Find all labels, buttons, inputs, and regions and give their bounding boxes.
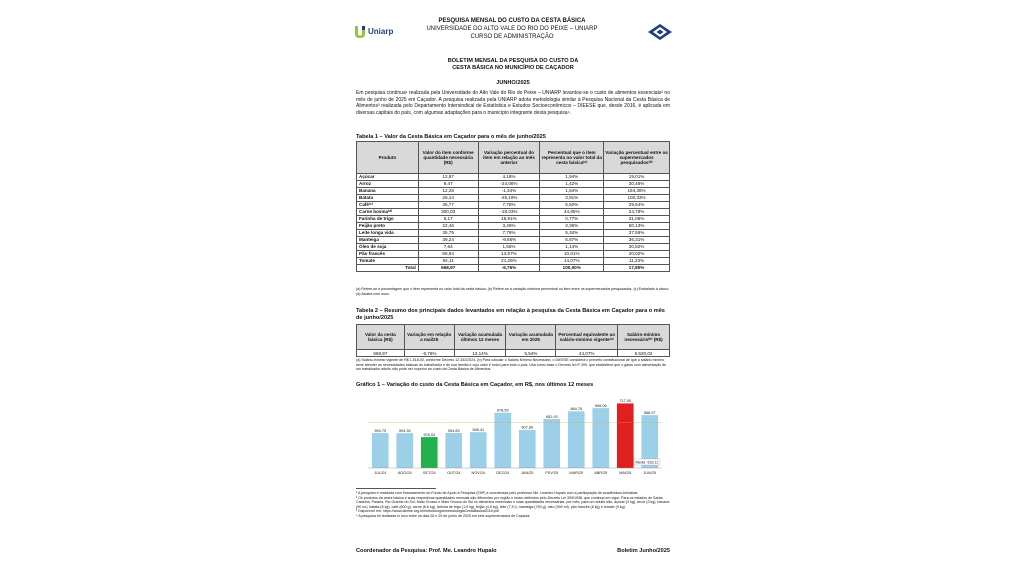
- table1-cell-var-super: 24,78%: [604, 209, 670, 216]
- table1-cell-var-mes: 1,55%: [478, 244, 540, 251]
- bulletin-page: [352, 14, 674, 566]
- chart-value-label: 594,83: [447, 428, 460, 433]
- table1-cell-var-mes: -9,65%: [478, 237, 540, 244]
- uniarp-logo-text: Uniarp: [368, 27, 394, 36]
- chart-mean-label: Média: [635, 460, 646, 465]
- table1-cell-produto: Manteiga: [357, 237, 419, 244]
- table1-header-produto: Produto: [357, 142, 419, 174]
- chart-category-label: MAR/25: [569, 471, 584, 475]
- table2-cell-var-12m: 13,14%: [454, 350, 506, 357]
- uniarp-logo: [354, 25, 402, 41]
- chart-bar: [519, 430, 536, 468]
- table1-row: [357, 181, 670, 188]
- chart-category-label: DEZ/24: [496, 471, 510, 475]
- table1-row: [357, 230, 670, 237]
- table2-header-var-12m: Variação acumulada últimos 12 meses: [454, 325, 506, 350]
- chart-title: Gráfico 1 – Variação do custo da Cesta Básica em Caçador, em R$, nos últimos 12 meses: [356, 382, 594, 388]
- table1-total-valor: 668,97: [418, 265, 478, 272]
- table1-cell-var-mes: 7,75%: [478, 202, 540, 209]
- table1-total-var-mes: -6,76%: [478, 265, 540, 272]
- bulletin-title-line-2: CESTA BÁSICA NO MUNICÍPIO DE CAÇADOR: [452, 65, 574, 71]
- header-line-2: UNIVERSIDADE DO ALTO VALE DO RIO DO PEIXE – UNIARP: [426, 26, 598, 32]
- table1-cell-produto: Batata: [357, 195, 419, 202]
- chart-bar: [543, 419, 560, 468]
- chart-category-label: JUL/24: [374, 471, 387, 475]
- table1-cell-var-super: 31,06%: [604, 216, 670, 223]
- table1-cell-valor: 39,24: [418, 237, 478, 244]
- signature-coordinator: Coordenador da Pesquisa: Prof. Me. Leandro Hupalo: [356, 548, 497, 554]
- table1-cell-valor: 66,94: [418, 251, 478, 258]
- table1-cell-valor: 26,14: [418, 195, 478, 202]
- table1-cell-var-super: 50,13%: [604, 223, 670, 230]
- chart-bar: [592, 408, 609, 468]
- signature-line: [356, 548, 670, 554]
- header-titles: [402, 17, 622, 41]
- chart-bar: [617, 403, 634, 468]
- table2-header-var-2025: Variação acumulada em 2025: [506, 325, 556, 350]
- table1-cell-var-mes: -25,19%: [478, 195, 540, 202]
- chart-bar: [372, 433, 389, 468]
- chart-value-label: 698,06: [594, 403, 607, 408]
- bulletin-title: [392, 58, 634, 72]
- chart-bar: [396, 433, 413, 468]
- table1-cell-valor: 22,46: [418, 223, 478, 230]
- header-line-3: CURSO DE ADMINISTRAÇÃO: [470, 34, 554, 40]
- table1-cell-var-super: 20,02%: [604, 251, 670, 258]
- table1-cell-valor: 94,11: [418, 258, 478, 265]
- table1-cell-produto: Tomate: [357, 258, 419, 265]
- table1-cell-produto: Banana: [357, 188, 419, 195]
- table1-total-row: [357, 265, 670, 272]
- table1-cell-perc-total: 0,77%: [540, 216, 604, 223]
- table1-cell-var-mes: 4,18%: [478, 174, 540, 181]
- table1-cell-var-mes: 18,91%: [478, 216, 540, 223]
- table1-cell-var-super: 36,31%: [604, 237, 670, 244]
- chart-bar: [568, 411, 585, 468]
- table1-cell-produto: Feijão preto: [357, 223, 419, 230]
- table1-row: [357, 216, 670, 223]
- table1-cell-produto: Farinha de trigo: [357, 216, 419, 223]
- table2-cell-var-mes: -6,76%: [404, 350, 454, 357]
- table1-cell-var-mes: -18,03%: [478, 209, 540, 216]
- table1-total-perc-total: 100,00%: [540, 265, 604, 272]
- chart-category-label: OUT/24: [447, 471, 461, 475]
- table2-header-var-mes: Variação em relação a mai/25: [404, 325, 454, 350]
- table1-cell-valor: 36,77: [418, 202, 478, 209]
- chart-bar: [445, 433, 462, 468]
- table1-header-var-super: Variação percentual entre os supermercados pesquisados⁽ᵇ⁾: [604, 142, 670, 174]
- table1-cell-produto: Carne bovina⁽ᵈ⁾: [357, 209, 419, 216]
- table1-body: [357, 174, 670, 272]
- table1-notes: (a) Refere-se à porcentagem que o item representa no valor total da cesta básica. (b) Refere-se à variação máxima percentual no item entre os supermercados pesquisados. (c) Embalado à vácuo. (d) Alcatra com osso.: [356, 287, 670, 296]
- table1-cell-valor: 7,64: [418, 244, 478, 251]
- chart-value-label: 598,41: [472, 427, 485, 432]
- table1-row: [357, 174, 670, 181]
- table1-header-valor: Valor do item conforme quantidade necessária (R$): [418, 142, 478, 174]
- table1-cell-perc-total: 5,34%: [540, 230, 604, 237]
- bulletin-title-line-1: BOLETIM MENSAL DA PESQUISA DO CUSTO DA: [447, 58, 579, 64]
- header-line-1: PESQUISA MENSAL DO CUSTO DA CESTA BÁSICA: [438, 18, 586, 24]
- table1-cell-perc-total: 44,85%: [540, 209, 604, 216]
- table1-row: [357, 244, 670, 251]
- table1-cell-var-super: 19,01%: [604, 174, 670, 181]
- table1-cell-produto: Leite longa vida: [357, 230, 419, 237]
- chart-bar: [494, 413, 511, 468]
- chart-category-label: ABR/25: [594, 471, 608, 475]
- table1-row: [357, 202, 670, 209]
- table1-cell-var-super: 37,59%: [604, 230, 670, 237]
- table1-cell-perc-total: 3,91%: [540, 195, 604, 202]
- chart-bar: [470, 432, 487, 468]
- table1-cell-var-super: 11,23%: [604, 258, 670, 265]
- bulletin-date: JUNHO/2025: [496, 80, 530, 86]
- chart-value-label: 607,66: [521, 425, 534, 430]
- chart-value-label: 594,75: [374, 428, 387, 433]
- table1-row: [357, 223, 670, 230]
- chart-value-label: 668,97: [643, 410, 656, 415]
- table1-cell-valor: 5,17: [418, 216, 478, 223]
- table1-cell-perc-total: 5,87%: [540, 237, 604, 244]
- table2-cell-valor: 668,97: [357, 350, 405, 357]
- table1-cell-produto: Café⁽ᶜ⁾: [357, 202, 419, 209]
- table1-total-var-super: 17,80%: [604, 265, 670, 272]
- chart-category-label: AGO/24: [397, 471, 412, 475]
- table1-cell-perc-total: 3,36%: [540, 223, 604, 230]
- table2: [356, 324, 670, 357]
- cost-bar-chart: [356, 390, 670, 482]
- footnote: ³ Disponível em: https://www.dieese.org.br/metodologia/metodologiaCestaBasica2016.pdf: [356, 509, 499, 514]
- table2-cell-var-2025: 5,54%: [506, 350, 556, 357]
- table1-cell-var-super: 30,46%: [604, 181, 670, 188]
- chart-category-label: SET/24: [422, 471, 436, 475]
- table2-cell-salario-necessario: 5.620,02: [618, 350, 670, 357]
- table1-cell-produto: Arroz: [357, 181, 419, 188]
- table1-cell-produto: Óleo de soja: [357, 244, 419, 251]
- table1-cell-var-super: 100,33%: [604, 195, 670, 202]
- table2-header-salario-necessario: Salário-mínimo necessário⁽ᵇ⁾ (R$): [618, 325, 670, 350]
- chart-category-label: JAN/25: [521, 471, 534, 475]
- table1-cell-valor: 300,03: [418, 209, 478, 216]
- chart-category-label: FEV/25: [545, 471, 559, 475]
- table1-row: [357, 209, 670, 216]
- table1-cell-valor: 12,97: [418, 174, 478, 181]
- chart-mean-value: 639,12: [647, 460, 659, 465]
- footnote: ¹ A pesquisa é realizada com financiamento do Fundo de Apoio à Pesquisa (FAP) e coordenada pelo professor Me. Leandro Hupalo com a participação de acadêmicos-bolsistas.: [356, 491, 639, 495]
- intro-paragraph: Em pesquisa contínua¹ realizada pela Universidade do Alto Vale do Rio do Peixe – UNIARP levantou-se o custo de alimentos essenciais² no mês de junho de 2025 em Caçador. A pesquisa realizada pela UNIARP adota metodologia similar à Pesquisa Nacional da Cesta Básica de Alimentos³ realizada pelo Departamento Intersindical de Estatística e Estudos Socioeconômicos – DIEESE que, desde 2016, é aplicada em diversas capitais do país, com algumas adaptações para o município integrante desta pesquisa⁴.: [356, 90, 670, 116]
- chart-value-label: 578,04: [423, 432, 436, 437]
- chart-category-label: MAI/25: [619, 471, 632, 475]
- table1-header-perc-total: Percentual que o item representa no valor total da cesta básica⁽ᵃ⁾: [540, 142, 604, 174]
- table1-row: [357, 251, 670, 258]
- table1-cell-produto: Açúcar: [357, 174, 419, 181]
- table2-cell-perc-salario: 44,07%: [556, 350, 618, 357]
- table1-cell-var-mes: -24,06%: [478, 181, 540, 188]
- chart-value-label: 678,59: [496, 408, 509, 413]
- table1-cell-var-mes: -1,34%: [478, 188, 540, 195]
- table1-row: [357, 195, 670, 202]
- chart-category-label: JUN/25: [643, 471, 657, 475]
- table1-cell-var-super: 29,64%: [604, 202, 670, 209]
- table1-row: [357, 258, 670, 265]
- footnote: ² Os produtos da cesta básica e suas respectivas quantidades mensais são diferentes por região e foram definidos pelo Decreto Lei 399/1938, que continua em vigor. Para os estados de Santa Catarina, Paraná, Rio Grande do Sul, Mato Grosso e Mato Grosso do Sul os alimentos essenciais e suas quantidades necessárias, por mês, para um adulto são: açúcar (3 kg), arroz (3 kg), banana (90 un), batata (6 kg), café (600 g), carne (6,6 kg), farinha de trigo (1,5 kg), feijão (4,5 kg), leite (7,5 l), manteiga (750 g), óleo (900 ml), pão francês (6 kg) e tomate (9 kg).: [356, 495, 670, 509]
- chart-value-label: 652,93: [545, 414, 558, 419]
- table1: [356, 141, 670, 272]
- footnotes: [356, 491, 670, 519]
- page-header: [352, 14, 674, 52]
- table1-cell-valor: 35,75: [418, 230, 478, 237]
- table1-cell-valor: 12,28: [418, 188, 478, 195]
- table1-cell-perc-total: 1,84%: [540, 188, 604, 195]
- table1-cell-var-super: 154,36%: [604, 188, 670, 195]
- table1-row: [357, 188, 670, 195]
- uniarp-logo-icon: [354, 25, 366, 39]
- table1-cell-var-mes: 3,46%: [478, 223, 540, 230]
- table2-header-perc-salario: Percentual equivalente ao salário-mínimo vigente⁽ᵃ⁾: [556, 325, 618, 350]
- table1-cell-perc-total: 1,94%: [540, 174, 604, 181]
- table2-caption: Tabela 2 – Resumo dos principais dados levantados em relação à pesquisa da Cesta Básica em Caçador para o mês de junho/2025: [356, 308, 665, 321]
- table1-header-var-mes: Variação percentual do item em relação ao mês anterior: [478, 142, 540, 174]
- table2-notes: (a) Salário-mínimo vigente de R$ 1.518,00, conforme Decreto 12.342/2024. (b) Para calcular o Salário Mínimo Necessário, o DIEESE considera o preceito constitucional de que o salário mínimo deve atender as necessidades básicas do trabalhador e de sua família e cujo valor é único para todo o país. Usa como base o Decreto lei nº 399, que estabelece que o gasto com alimentação de um trabalhador adulto não pode ser superior ao custo da Cesta Básica de Alimentos.: [356, 358, 667, 372]
- table1-cell-var-mes: 13,57%: [478, 251, 540, 258]
- table1-cell-perc-total: 5,50%: [540, 202, 604, 209]
- table1-cell-perc-total: 10,01%: [540, 251, 604, 258]
- table1-cell-perc-total: 1,14%: [540, 244, 604, 251]
- table1-header-row: [357, 142, 670, 174]
- chart-value-label: 717,50: [619, 399, 632, 404]
- table2-row: [357, 350, 670, 357]
- chart-category-label: NOV/24: [471, 471, 486, 475]
- table1-row: [357, 237, 670, 244]
- chart-value-label: 684,76: [570, 407, 583, 412]
- footnote-divider: [356, 488, 436, 489]
- table1-cell-perc-total: 14,07%: [540, 258, 604, 265]
- footnote: ⁴ A pesquisa foi realizada in loco entre os dias 26 e 29 de junho de 2025 em seis supermercados de Caçador.: [356, 513, 531, 518]
- table1-cell-var-mes: 7,76%: [478, 230, 540, 237]
- table2-header-valor: Valor da cesta básica (R$): [357, 325, 405, 350]
- signature-bulletin: Boletim Junho/2025: [617, 548, 670, 554]
- table1-total-produto: Total: [357, 265, 419, 272]
- table1-cell-produto: Pão francês: [357, 251, 419, 258]
- table2-header-row: [357, 325, 670, 350]
- table1-caption: Tabela 1 – Valor da Cesta Básica em Caçador para o mês de junho/2025: [356, 134, 546, 140]
- table1-cell-var-mes: 21,26%: [478, 258, 540, 265]
- chart-bar: [421, 437, 438, 468]
- table1-cell-perc-total: 1,42%: [540, 181, 604, 188]
- table1-cell-var-super: 30,82%: [604, 244, 670, 251]
- chart-value-label: 594,35: [398, 428, 411, 433]
- dieese-logo-icon: [648, 24, 672, 40]
- table1-cell-valor: 9,47: [418, 181, 478, 188]
